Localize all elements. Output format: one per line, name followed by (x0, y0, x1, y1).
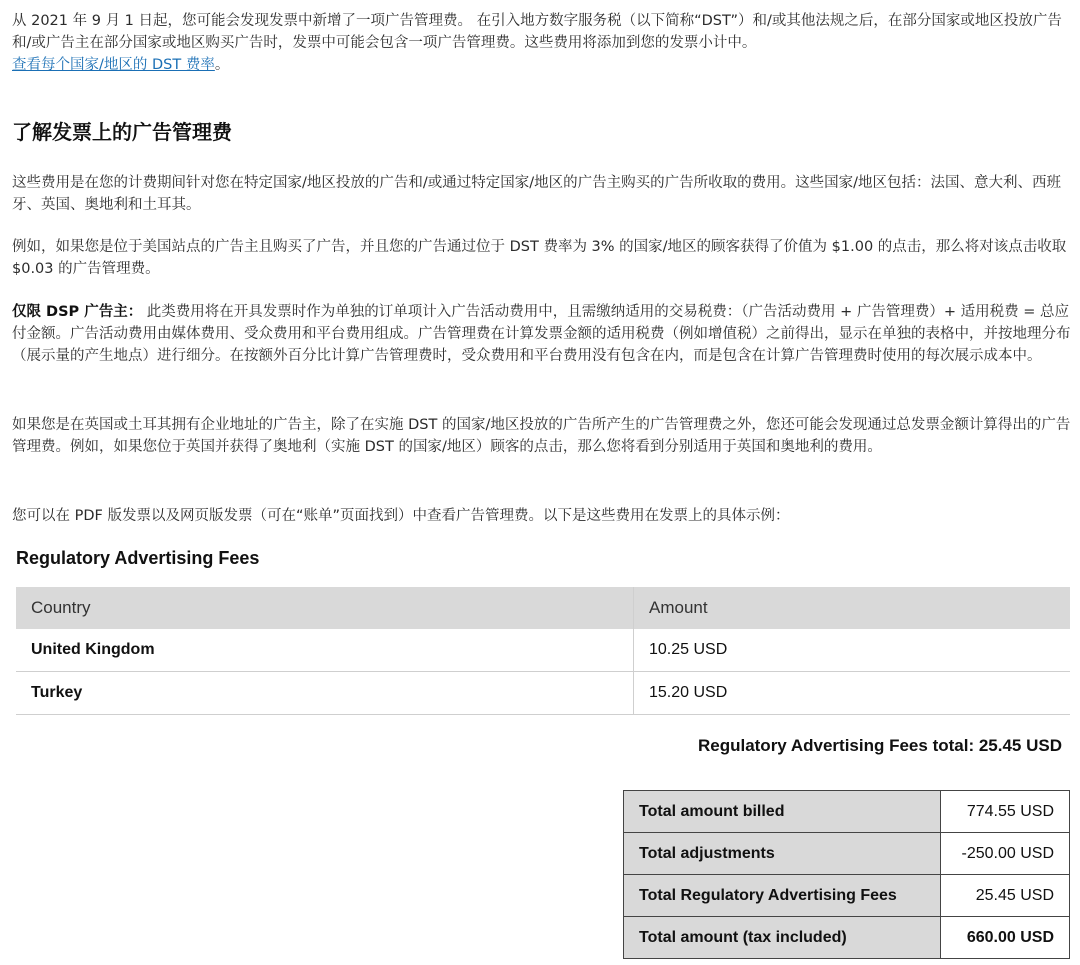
summary-value: 774.55 USD (941, 791, 1070, 833)
summary-row (624, 791, 1070, 833)
row-country: Turkey (16, 672, 634, 715)
column-header-amount: Amount (634, 587, 1071, 629)
paragraph-where-to-view: 您可以在 PDF 版发票以及网页版发票（可在“账单”页面找到）中查看广告管理费。以下是这些费用在发票上的具体示例： (12, 508, 790, 524)
table-row (16, 629, 1070, 672)
summary-label: Total adjustments (624, 833, 941, 875)
dst-rates-link[interactable]: 查看每个国家/地区的 DST 费率 (12, 57, 215, 73)
section-heading: 了解发票上的广告管理费 (12, 120, 232, 144)
summary-row (624, 875, 1070, 917)
dsp-text: 此类费用将在开具发票时作为单独的订单项计入广告活动费用中，且需缴纳适用的交易税费：（广告活动费用 + 广告管理费）+ 适用税费 = 总应付金额。广告活动费用由媒体费用、受众费用和平台费用组成。广告管理费在计算发票金额的适用税费（例如增值税）之前得出，显示在单独的表格中，并按地理分布（展示量的产生地点）进行细分。在按额外百分比计算广告管理费时，受众费用和平台费用没有包含在内，而是包含在计算广告管理费时使用的每次展示成本中。 (12, 304, 1071, 364)
summary-value: 25.45 USD (941, 875, 1070, 917)
summary-label: Total amount billed (624, 791, 941, 833)
intro-text: 从 2021 年 9 月 1 日起，您可能会发现发票中新增了一项广告管理费。 在引入地方数字服务税（以下简称“DST”）和/或其他法规之后，在部分国家或地区投放广告和/或广告主在部分国家或地区购买广告时，发票中可能会包含一项广告管理费。这些费用将添加到您的发票小计中。 (12, 13, 1062, 51)
paragraph-example: 例如，如果您是位于美国站点的广告主且购买了广告，并且您的广告通过位于 DST 费率为 3% 的国家/地区的顾客获得了价值为 $1.00 的点击，那么将对该点击收取 $0.03 的广告管理费。 (12, 239, 1067, 277)
row-country: United Kingdom (16, 629, 634, 672)
paragraph-uk-turkey: 如果您是在英国或土耳其拥有企业地址的广告主，除了在实施 DST 的国家/地区投放的广告所产生的广告管理费之外，您还可能会发现通过总发票金额计算得出的广告管理费。例如，如果您位于英国并获得了奥地利（实施 DST 的国家/地区）顾客的点击，那么您将看到分别适用于英国和奥地利的费用。 (12, 417, 1071, 455)
dsp-label: 仅限 DSP 广告主： (12, 304, 143, 320)
summary-label: Total amount (tax included) (624, 917, 941, 959)
summary-value: 660.00 USD (941, 917, 1070, 959)
paragraph-fee-definition: 这些费用是在您的计费期间针对您在特定国家/地区投放的广告和/或通过特定国家/地区的广告主购买的广告所收取的费用。这些国家/地区包括：法国、意大利、西班牙、英国、奥地利和土耳其。 (12, 175, 1062, 213)
summary-row (624, 833, 1070, 875)
fees-total: Regulatory Advertising Fees total: 25.45 USD (697, 736, 1062, 755)
fees-table (16, 587, 1070, 715)
paragraph-dsp (12, 301, 1072, 367)
column-header-country: Country (16, 587, 634, 629)
intro-paragraph (12, 10, 1072, 76)
summary-row-total (624, 917, 1070, 959)
invoice-summary-table (623, 790, 1070, 959)
intro-link-suffix: 。 (214, 57, 230, 73)
summary-label: Total Regulatory Advertising Fees (624, 875, 941, 917)
fees-table-title: Regulatory Advertising Fees (16, 548, 260, 568)
fees-table-header-row (16, 587, 1070, 629)
row-amount: 15.20 USD (634, 672, 1071, 715)
row-amount: 10.25 USD (634, 629, 1071, 672)
summary-value: -250.00 USD (941, 833, 1070, 875)
table-row (16, 672, 1070, 715)
